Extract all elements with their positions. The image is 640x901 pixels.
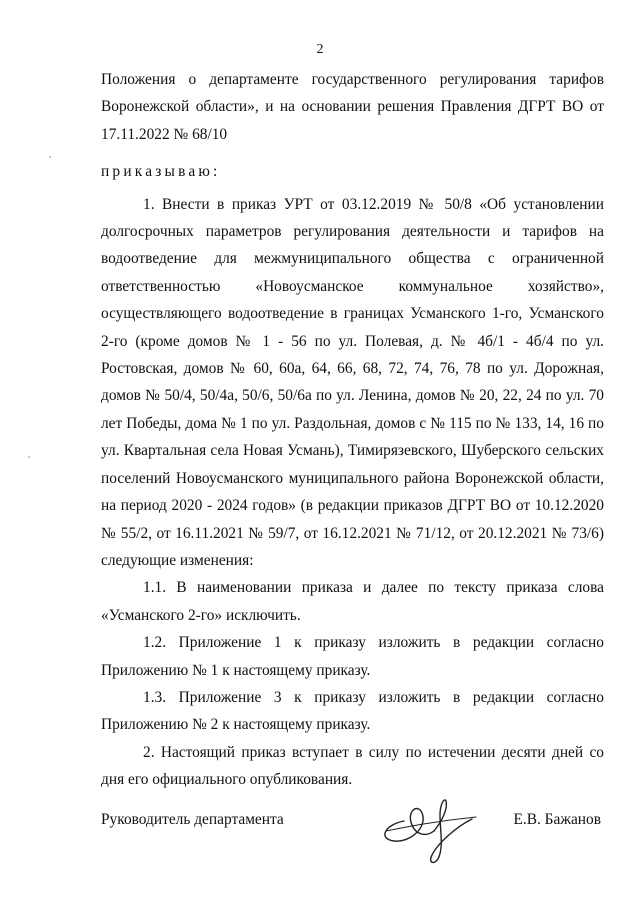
intro-paragraph: Положения о департаменте государственного регулирования тарифов Воронежской области», и на основании решения Правления ДГРТ ВО от 17.11.2022 № 68/10 — [101, 71, 604, 143]
signature-block — [101, 803, 604, 873]
handwritten-signature — [376, 791, 486, 871]
item-1-paragraph: 1. Внести в приказ УРТ от 03.12.2019 № 50/8 «Об установлении долгосрочных параметров регулирования деятельности и тарифов на водоотведение для межмуниципального общества с ограниченной ответственностью «Новоусманское коммунальное хозяйство», осуществляющего водоотведение в границах Усманского 1-го, Усманского 2-го (кроме домов № 1 - 56 по ул. Полевая, д. № 4б/1 - 4б/4 по ул. Ростовская, домов № 60, 60а, 64, 66, 68, 72, 74, 76, 78 по ул. Дорожная, домов № 50/4, 50/4а, 50/6, 50/6а по ул. Ленина, домов № 20, 22, 24 по ул. 70 лет Победы, дома № 1 по ул. Раздольная, домов с № 115 по № 133, 14, 16 по ул. Квартальная села Новая Усмань), Тимирязевского, Шуберского сельских поселений Новоусманского муниципального района Воронежской области, на период 2020 - 2024 годов» (в редакции приказов ДГРТ ВО от 10.12.2020 № 55/2, от 16.11.2021 № 59/7, от 16.12.2021 № 71/12, от 20.12.2021 № 73/6) следующие изменения: — [101, 195, 604, 569]
signatory-position: Руководитель департамента — [101, 811, 284, 828]
item-1-1-paragraph: 1.1. В наименовании приказа и далее по тексту приказа слова «Усманского 2-го» исключить. — [101, 579, 604, 624]
scan-speck — [28, 456, 30, 458]
order-word: приказываю: — [101, 163, 221, 181]
item-1-2-paragraph: 1.2. Приложение 1 к приказу изложить в редакции согласно Приложению № 1 к настоящему приказу. — [101, 634, 604, 679]
signatory-name: Е.В. Бажанов — [513, 811, 601, 828]
page-number: 2 — [316, 42, 324, 57]
item-2-paragraph: 2. Настоящий приказ вступает в силу по истечении десяти дней со дня его официального опубликования. — [101, 743, 604, 789]
document-body — [101, 66, 604, 794]
scan-speck — [49, 156, 51, 158]
item-1-3-paragraph: 1.3. Приложение 3 к приказу изложить в редакции согласно Приложению № 2 к настоящему приказу. — [101, 688, 604, 734]
